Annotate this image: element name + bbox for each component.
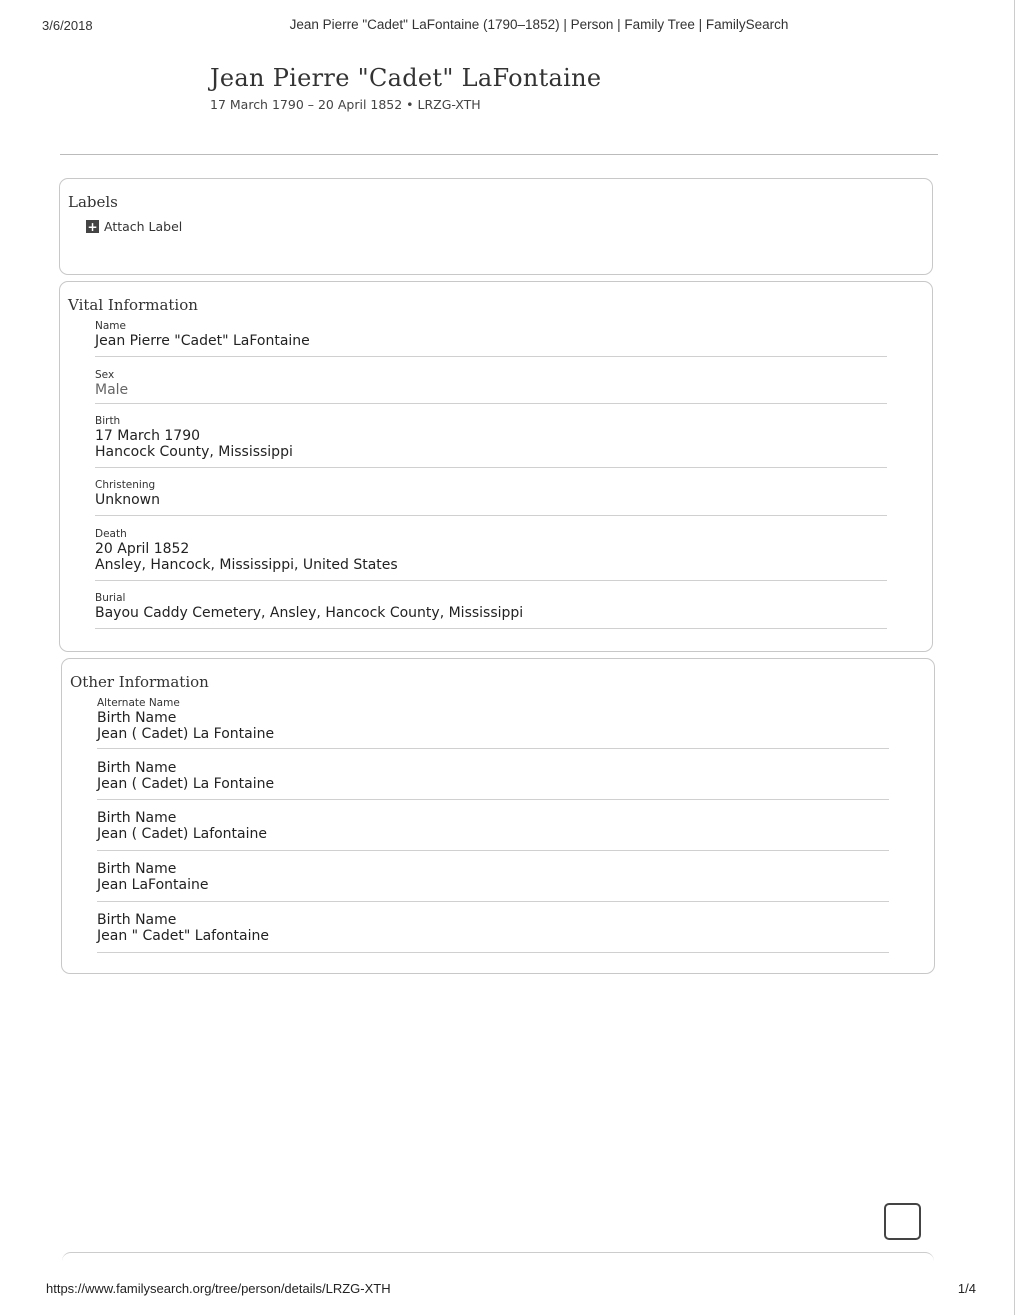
print-page-title: Jean Pierre "Cadet" LaFontaine (1790–1852) | Person | Family Tree | FamilySearch xyxy=(289,17,789,32)
death-date: 20 April 1852 xyxy=(95,541,190,557)
name-type: Birth Name xyxy=(97,810,177,826)
vital-information-title: Vital Information xyxy=(68,296,198,314)
print-date: 3/6/2018 xyxy=(42,18,93,33)
vital-death-field[interactable] xyxy=(95,528,887,581)
alternate-name-item[interactable] xyxy=(97,861,889,902)
header-divider xyxy=(60,154,938,155)
vital-sex-field[interactable] xyxy=(95,369,887,404)
print-url: https://www.familysearch.org/tree/person/details/LRZG-XTH xyxy=(46,1281,391,1296)
field-value: Jean Pierre "Cadet" LaFontaine xyxy=(95,333,310,349)
attach-label-text: Attach Label xyxy=(104,219,183,234)
name-value: Jean " Cadet" Lafontaine xyxy=(97,928,269,944)
plus-icon: + xyxy=(87,219,98,234)
person-lifespan-id: 17 March 1790 – 20 April 1852 • LRZG-XTH xyxy=(210,97,481,112)
alternate-name-item[interactable] xyxy=(97,810,889,851)
field-label: Sex xyxy=(95,369,115,381)
name-type: Birth Name xyxy=(97,912,177,928)
other-information-title: Other Information xyxy=(70,673,209,691)
person-name: Jean Pierre "Cadet" LaFontaine xyxy=(210,64,602,92)
field-label: Death xyxy=(95,528,127,540)
field-label: Alternate Name xyxy=(97,697,180,709)
field-label: Christening xyxy=(95,479,156,491)
field-label: Burial xyxy=(95,592,126,604)
vital-birth-field[interactable] xyxy=(95,415,887,468)
vital-name-field[interactable] xyxy=(95,320,887,357)
alternate-name-item[interactable] xyxy=(97,912,889,953)
death-place: Ansley, Hancock, Mississippi, United States xyxy=(95,557,398,573)
page-edge xyxy=(1014,0,1015,1315)
name-value: Jean ( Cadet) La Fontaine xyxy=(97,726,275,742)
vital-information-card xyxy=(59,281,933,652)
print-page-number: 1/4 xyxy=(957,1281,976,1296)
name-value: Jean LaFontaine xyxy=(97,877,209,893)
name-type: Birth Name xyxy=(97,760,177,776)
other-information-card xyxy=(61,658,935,974)
name-value: Jean ( Cadet) Lafontaine xyxy=(97,826,268,842)
field-label: Name xyxy=(95,320,126,332)
birth-place: Hancock County, Mississippi xyxy=(95,444,293,460)
name-value: Jean ( Cadet) La Fontaine xyxy=(97,776,275,792)
field-value: Unknown xyxy=(95,492,160,508)
vital-burial-field[interactable] xyxy=(95,592,887,629)
labels-title: Labels xyxy=(68,193,118,211)
field-value: Male xyxy=(95,382,129,398)
vital-christening-field[interactable] xyxy=(95,479,887,516)
field-label: Birth xyxy=(95,415,121,427)
field-value: Bayou Caddy Cemetery, Ansley, Hancock County, Mississippi xyxy=(95,605,524,621)
feedback-button[interactable] xyxy=(884,1203,921,1240)
alternate-name-item[interactable] xyxy=(97,760,889,800)
name-type: Birth Name xyxy=(97,710,177,726)
next-card-edge xyxy=(62,1252,934,1267)
alternate-name-item[interactable] xyxy=(97,697,889,749)
labels-card xyxy=(59,178,933,275)
name-type: Birth Name xyxy=(97,861,177,877)
attach-label-button[interactable] xyxy=(86,219,182,234)
birth-date: 17 March 1790 xyxy=(95,428,201,444)
